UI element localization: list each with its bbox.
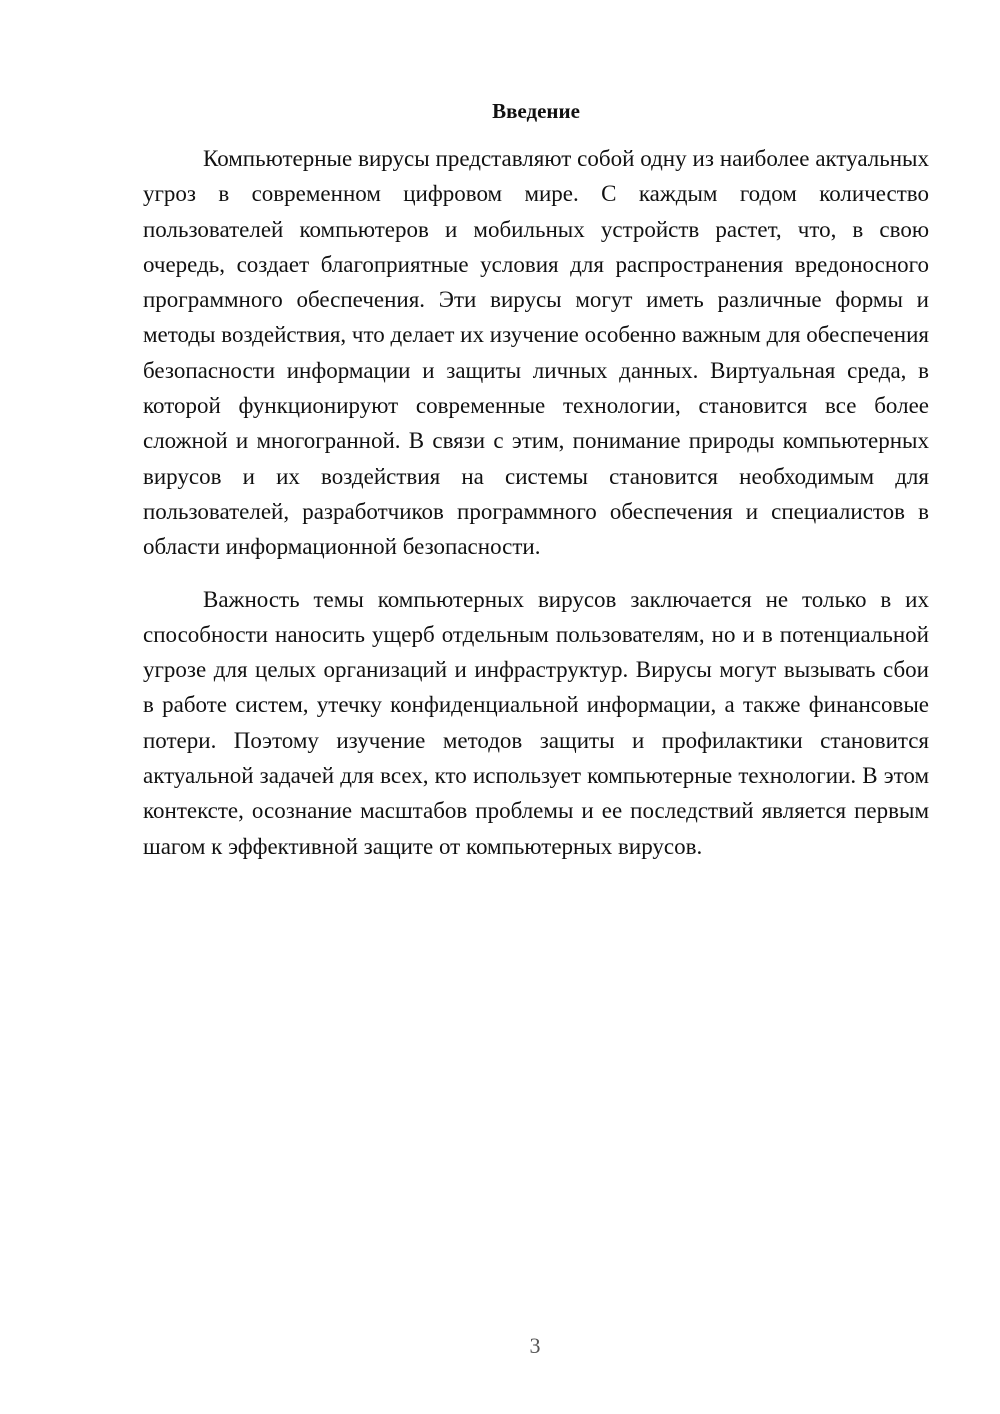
paragraph-1: Компьютерные вирусы представляют собой одну из наиболее актуальных угроз в современном цифровом мире. С каждым годом количество пользователей компьютеров и мобильных устройств растет, что, в свою очередь, создает благоприятные условия для распространения вредоносного программного обеспечения. Эти вирусы могут иметь различные формы и методы воздействия, что делает их изучение особенно важным для обеспечения безопасности информации и защиты личных данных. Виртуальная среда, в которой функционируют современные технологии, становится все более сложной и многогранной. В связи с этим, понимание природы компьютерных вирусов и их воздействия на системы становится необходимым для пользователей, разработчиков программного обеспечения и специалистов в области информационной безопасности. — [143, 146, 929, 560]
paragraph-2: Важность темы компьютерных вирусов заключается не только в их способности наносить ущерб отдельным пользователям, но и в потенциальной угрозе для целых организаций и инфраструктур. Вирусы могут вызывать сбои в работе систем, утечку конфиденциальной информации, а также финансовые потери. Поэтому изучение методов защиты и профилактики становится актуальной задачей для всех, кто использует компьютерные технологии. В этом контексте, осознание масштабов проблемы и ее последствий является первым шагом к эффективной защите от компьютерных вирусов. — [143, 586, 929, 859]
page-number: 3 — [529, 1333, 541, 1358]
body-text — [143, 141, 929, 864]
section-heading: Введение — [492, 99, 580, 123]
